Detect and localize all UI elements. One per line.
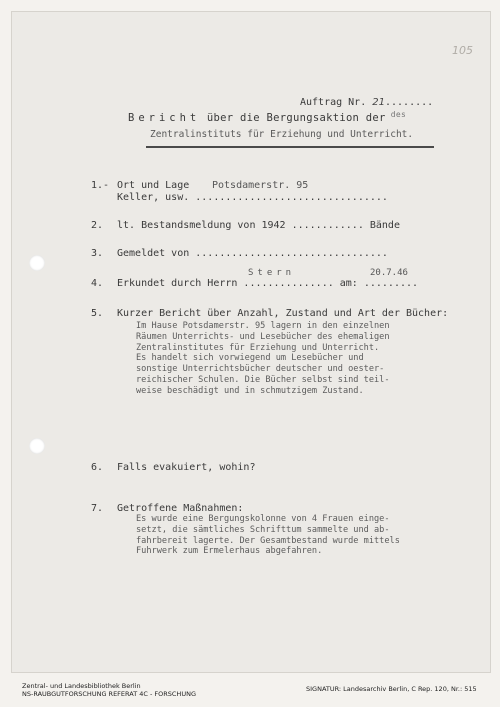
page-number: 105 — [452, 44, 473, 57]
item-1-address: Potsdamerstr. 95 — [212, 180, 309, 191]
title-rest: über die Bergungsaktion der — [200, 112, 386, 124]
footer-signature: SIGNATUR: Landesarchiv Berlin, C Rep. 120, Nr.: 515 — [306, 685, 477, 693]
measures-line: fahrbereit lagerte. Der Gesamtbestand wurde mittels — [136, 535, 400, 546]
order-number — [300, 97, 433, 108]
institute-name: Zentralinstituts für Erziehung und Unterricht. — [150, 129, 414, 140]
report-text — [136, 321, 390, 397]
item-7-number: 7. — [91, 503, 104, 514]
item-4-date: 20.7.46 — [370, 268, 408, 278]
measures-line: setzt, die sämtliches Schrifttum sammelte und ab- — [136, 524, 390, 535]
item-6-text: Falls evakuiert, wohin? — [117, 462, 256, 473]
footer-left — [22, 682, 196, 698]
item-3-text: Gemeldet von ................................ — [117, 248, 388, 259]
report-line: weise beschädigt und in schmutzigem Zustand. — [136, 385, 364, 396]
report-line: Zentralinstitutes für Erziehung und Unterricht. — [136, 342, 380, 353]
title-correction: des — [385, 110, 407, 119]
item-1-line2: Keller, usw. ................................ — [117, 192, 388, 203]
measures-text — [136, 514, 400, 557]
item-5-number: 5. — [91, 308, 104, 319]
item-3-number: 3. — [91, 248, 104, 259]
item-2-text: lt. Bestandsmeldung von 1942 ............ Bände — [117, 220, 400, 231]
item-1-label: Ort und Lage — [117, 180, 190, 191]
report-line: sonstige Unterrichtsbücher deutscher und oester- — [136, 364, 385, 375]
footer-institution: Zentral- und Landesbibliothek Berlin — [22, 682, 141, 690]
order-label: Auftrag Nr. — [300, 97, 373, 108]
measures-line: Es wurde eine Bergungskolonne von 4 Frauen einge- — [136, 514, 390, 524]
title-underline — [146, 146, 434, 148]
item-6-number: 6. — [91, 462, 104, 473]
item-4-text: Erkundet durch Herrn ............... am: ......... — [117, 278, 419, 289]
report-line: Räumen Unterrichts- und Lesebücher des ehemaligen — [136, 331, 390, 342]
item-1-number: 1.- — [91, 180, 110, 191]
punch-hole-bottom — [29, 438, 45, 454]
item-5-text: Kurzer Bericht über Anzahl, Zustand und Art der Bücher: — [117, 308, 449, 319]
order-value: 21 — [372, 97, 385, 108]
report-title — [128, 112, 406, 124]
report-line: reichischer Schulen. Die Bücher selbst sind teil- — [136, 374, 390, 385]
report-line: Es handelt sich vorwiegend um Lesebücher und — [136, 353, 364, 364]
item-2-number: 2. — [91, 220, 104, 231]
item-4-number: 4. — [91, 278, 104, 289]
footer-department: NS-RAUBGUTFORSCHUNG REFERAT 4C - FORSCHUNG — [22, 690, 196, 698]
report-line: Im Hause Potsdamerstr. 95 lagern in den einzelnen — [136, 321, 390, 331]
title-word: Bericht — [128, 112, 201, 124]
item-7-text: Getroffene Maßnahmen: — [117, 503, 244, 514]
item-4-name: Stern — [248, 268, 296, 278]
punch-hole-top — [29, 255, 45, 271]
order-dots: ........ — [384, 97, 434, 108]
measures-line: Fuhrwerk zum Ermelerhaus abgefahren. — [136, 546, 323, 557]
